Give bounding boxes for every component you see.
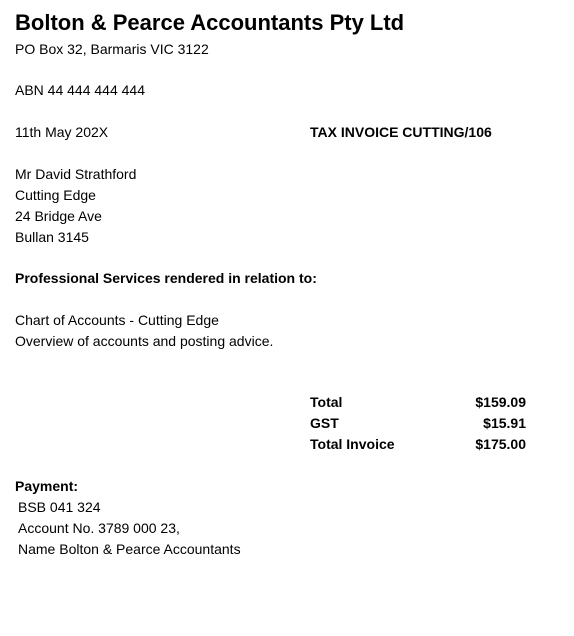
recipient-name: Mr David Strathford — [15, 166, 137, 182]
payment-heading: Payment: — [15, 478, 79, 494]
gst-amount: $15.91 — [483, 415, 526, 431]
invoice-number: TAX INVOICE CUTTING/106 — [310, 124, 492, 140]
services-heading: Professional Services rendered in relation to: — [15, 270, 317, 286]
invoice-date: 11th May 202X — [15, 124, 109, 140]
service-line-2: Overview of accounts and posting advice. — [15, 333, 274, 349]
payment-bsb: BSB 041 324 — [18, 499, 101, 515]
totals-row-total — [310, 393, 526, 414]
recipient-street: 24 Bridge Ave — [15, 208, 102, 224]
totals-table — [310, 393, 526, 456]
recipient-suburb: Bullan 3145 — [15, 229, 89, 245]
company-address: PO Box 32, Barmaris VIC 3122 — [15, 41, 209, 57]
totals-row-total-invoice — [310, 435, 526, 456]
company-name: Bolton & Pearce Accountants Pty Ltd — [15, 10, 405, 35]
total-invoice-label: Total Invoice — [310, 436, 395, 452]
total-label: Total — [310, 394, 343, 410]
gst-label: GST — [310, 415, 339, 431]
totals-row-gst — [310, 414, 526, 435]
total-invoice-amount: $175.00 — [475, 436, 526, 452]
payment-account: Account No. 3789 000 23, — [18, 520, 180, 536]
recipient-company: Cutting Edge — [15, 187, 96, 203]
service-line-1: Chart of Accounts - Cutting Edge — [15, 312, 219, 328]
company-abn: ABN 44 444 444 444 — [15, 82, 145, 98]
total-amount: $159.09 — [475, 394, 526, 410]
payment-name: Name Bolton & Pearce Accountants — [18, 541, 241, 557]
